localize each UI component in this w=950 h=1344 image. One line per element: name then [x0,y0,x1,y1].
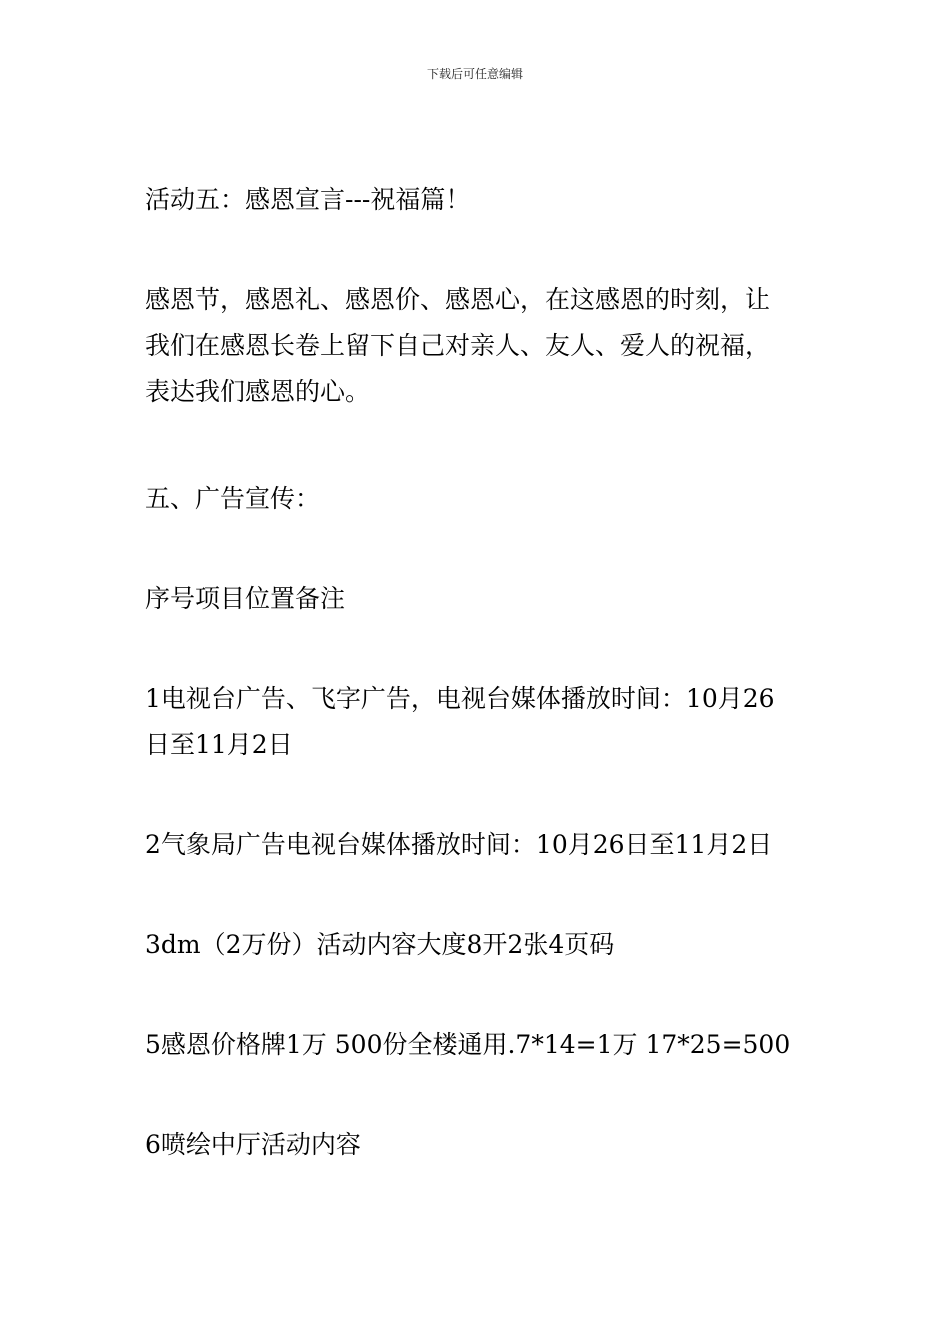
list-item-line: 日至11月2日 [145,730,293,759]
activity-body-line: 表达我们感恩的心。 [145,377,371,406]
table-header: 序号项目位置备注 [145,584,346,613]
header-note: 下载后可任意编辑 [426,67,523,81]
list-item-line: 1电视台广告、飞字广告，电视台媒体播放时间：10月26 [145,684,775,713]
list-item-5: 5感恩价格牌1万 500份全楼通用.7*14=1万 17*25=500 [145,1030,791,1059]
list-item-3: 3dm（2万份）活动内容大度8开2张4页码 [145,930,615,959]
activity-heading: 活动五：感恩宣言---祝福篇！ [145,185,471,214]
list-item-2: 2气象局广告电视台媒体播放时间：10月26日至11月2日 [145,830,773,859]
activity-body-line: 我们在感恩长卷上留下自己对亲人、友人、爱人的祝福， [145,331,771,360]
list-item-1 [145,676,815,768]
activity-body-line: 感恩节，感恩礼、感恩价、感恩心，在这感恩的时刻，让 [145,285,771,314]
section-heading: 五、广告宣传： [145,484,321,513]
activity-body [145,277,815,415]
list-item-6: 6喷绘中厅活动内容 [145,1130,361,1159]
